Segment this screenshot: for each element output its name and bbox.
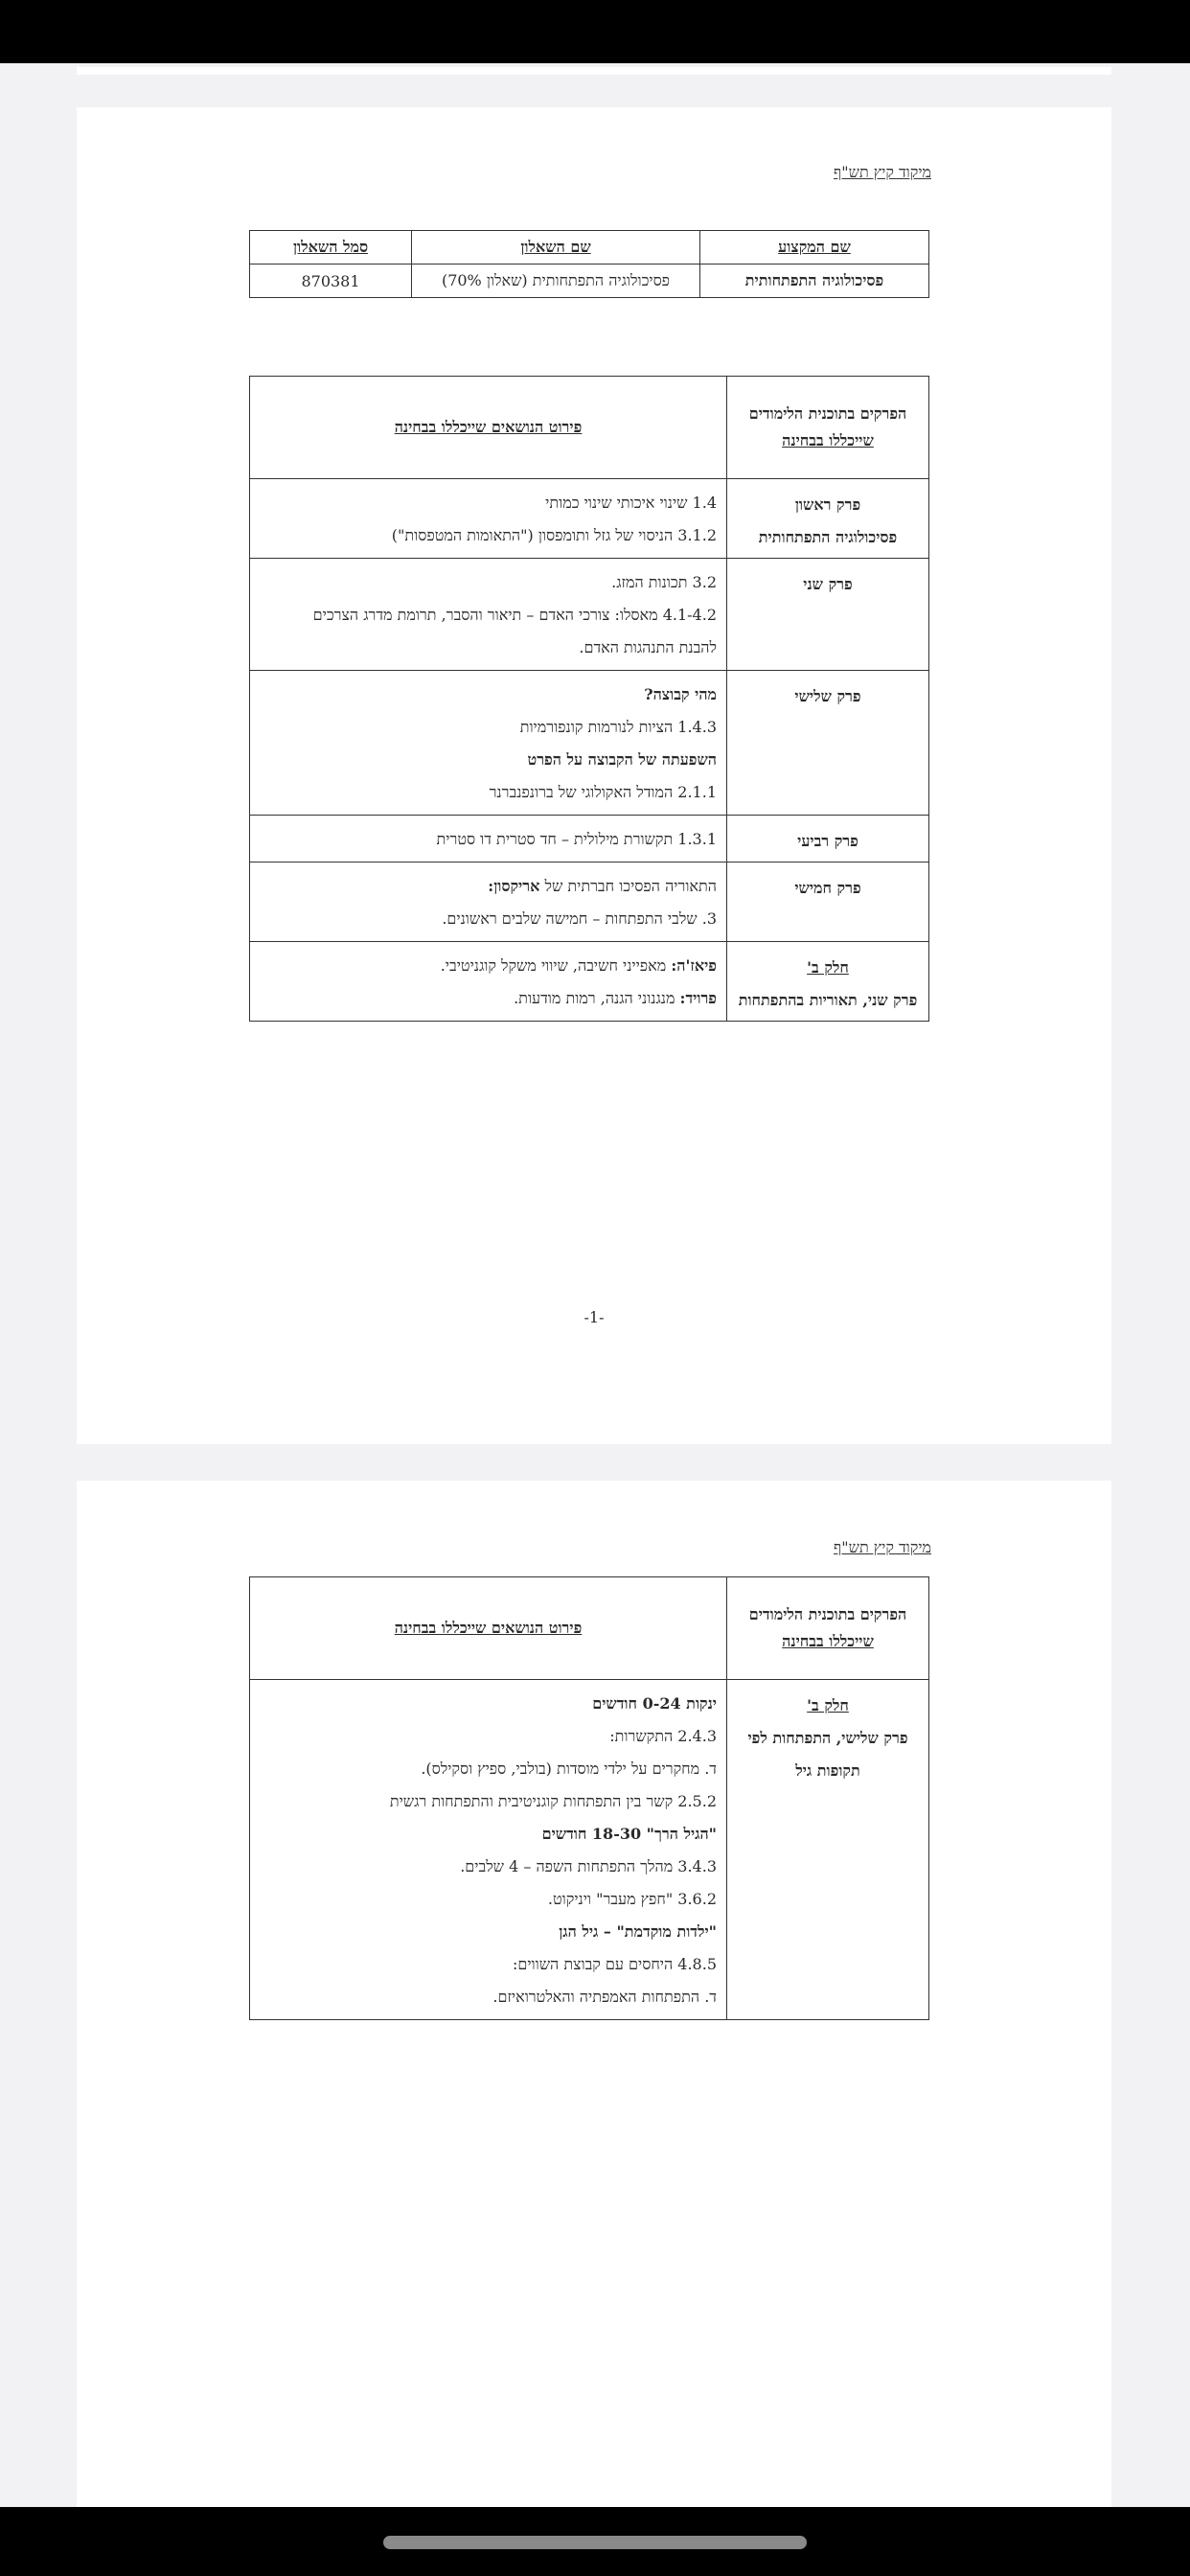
row-title	[727, 671, 929, 816]
row-title-line: פרק ראשון	[794, 495, 861, 514]
row-content	[250, 816, 727, 862]
row-title	[727, 559, 929, 671]
row-content	[250, 1680, 727, 2020]
row-content	[250, 862, 727, 942]
topic-line: 3. שלבי התפתחות – חמישה שלבים ראשונים.	[442, 909, 717, 928]
exam-code-value: 870381	[250, 264, 412, 298]
topics-header	[250, 1577, 727, 1680]
topic-line: 3.4.3 מהלך התפתחות השפה – 4 שלבים.	[460, 1857, 717, 1875]
topic-line: 3.1.2 הניסוי של גזל ותומפסון ("התאומות המטפסות")	[391, 526, 717, 544]
row-content	[250, 942, 727, 1022]
table-row	[250, 1680, 929, 2020]
topic-subheading: מהי קבוצה?	[644, 685, 717, 703]
topic-line: פיאז'ה: מאפייני חשיבה, שיווי משקל קוגניטיבי.	[440, 956, 717, 975]
exam-name-value: פסיכולוגיה התפתחותית (שאלון 70%)	[412, 264, 700, 298]
document-page-1	[77, 107, 1111, 1444]
subject-header: שם המקצוע	[700, 231, 929, 264]
exam-info-table	[249, 230, 929, 298]
table-row	[250, 862, 929, 942]
topic-line: ד. התפתחות האמפתיה והאלטרואיזם.	[492, 1988, 717, 2006]
topics-header-text: פירוט הנושאים שייכללו בבחינה	[394, 418, 583, 436]
row-title-line: פסיכולוגיה התפתחותית	[758, 528, 898, 546]
document-page-2	[77, 1481, 1111, 2511]
row-title	[727, 816, 929, 862]
topic-line: 2.1.1 המודל האקולוגי של ברונפנברנר	[489, 783, 717, 801]
topic-line: ד. מחקרים על ילדי מוסדות (בולבי, ספיץ וסקילס).	[421, 1760, 717, 1778]
topic-line: 1.4 שינוי איכותי שינוי כמותי	[545, 494, 717, 512]
topics-table-page-1	[249, 376, 929, 1022]
table-row	[250, 559, 929, 671]
topic-subheading: ינקות 0-24 חודשים	[592, 1694, 717, 1713]
row-title-line: פרק שני, תאוריות בהתפתחות	[738, 991, 918, 1009]
topic-line: להבנת התנהגות האדם.	[579, 638, 717, 656]
row-content	[250, 479, 727, 559]
row-title-line: תקופות גיל	[795, 1761, 860, 1780]
row-title	[727, 1680, 929, 2020]
topic-subheading: "הגיל הרך" 18-30 חודשים	[541, 1825, 717, 1843]
row-title	[727, 479, 929, 559]
table-row	[250, 671, 929, 816]
chapters-header-line1: הפרקים בתוכנית הלימודים	[748, 1605, 907, 1623]
table-row	[250, 816, 929, 862]
home-indicator[interactable]	[383, 2536, 807, 2549]
chapters-header-line2: שייכללו בבחינה	[782, 1632, 874, 1650]
topic-line: 1.4.3 הציות לנורמות קונפורמיות	[519, 718, 717, 736]
topics-header-text: פירוט הנושאים שייכללו בבחינה	[394, 1619, 583, 1637]
row-content	[250, 671, 727, 816]
topic-subheading: "ילדות מוקדמת" – גיל הגן	[559, 1922, 717, 1941]
row-content	[250, 559, 727, 671]
row-title	[727, 942, 929, 1022]
row-title-line: פרק שלישי, התפתחות לפי	[747, 1729, 908, 1747]
chapters-header-line2: שייכללו בבחינה	[782, 431, 874, 449]
topics-table-page-2	[249, 1576, 929, 2020]
row-title-line: פרק חמישי	[794, 879, 861, 897]
row-title-line: פרק שלישי	[794, 687, 861, 705]
chapters-header	[727, 1577, 929, 1680]
chapters-header	[727, 377, 929, 479]
topic-line: פרויד: מנגנוני הגנה, רמות מודעות.	[514, 989, 717, 1007]
table-row	[250, 479, 929, 559]
row-title-part: חלק ב'	[807, 958, 849, 977]
page-header: מיקוד קיץ תש"ף	[833, 1538, 931, 1556]
topic-line: 3.6.2 "חפץ מעבר" ויניקוט.	[547, 1890, 717, 1908]
topic-line: 4.1-4.2 מאסלו: צורכי האדם – תיאור והסבר, תרומת מדרג הצרכים	[312, 606, 717, 624]
exam-name-header: שם השאלון	[412, 231, 700, 264]
topic-line: 2.4.3 התקשרות:	[609, 1727, 717, 1745]
topic-line: 2.5.2 קשר בין התפתחות קוגניטיבית והתפתחות רגשית	[389, 1792, 717, 1810]
topic-line: 3.2 תכונות המזג.	[611, 573, 717, 591]
topic-line: 4.8.5 היחסים עם קבוצת השווים:	[512, 1955, 717, 1973]
page-number: -1-	[584, 1308, 605, 1326]
table-row	[250, 942, 929, 1022]
topic-line: 1.3.1 תקשורת מילולית – חד סטרית דו סטרית	[436, 830, 717, 848]
subject-value: פסיכולוגיה התפתחותית	[700, 264, 929, 298]
row-title-line: פרק שני	[803, 575, 853, 593]
status-bar	[0, 0, 1190, 63]
topic-line: התאוריה הפסיכו חברתית של אריקסון:	[488, 877, 717, 895]
page-header: מיקוד קיץ תש"ף	[833, 163, 931, 181]
topic-subheading: השפעתה של הקבוצה על הפרט	[527, 750, 717, 769]
chapters-header-line1: הפרקים בתוכנית הלימודים	[748, 404, 907, 423]
row-title	[727, 862, 929, 942]
row-title-line: פרק רביעי	[797, 832, 858, 850]
topics-header	[250, 377, 727, 479]
previous-page-edge	[77, 67, 1111, 75]
row-title-part: חלק ב'	[807, 1696, 849, 1714]
exam-code-header: סמל השאלון	[250, 231, 412, 264]
